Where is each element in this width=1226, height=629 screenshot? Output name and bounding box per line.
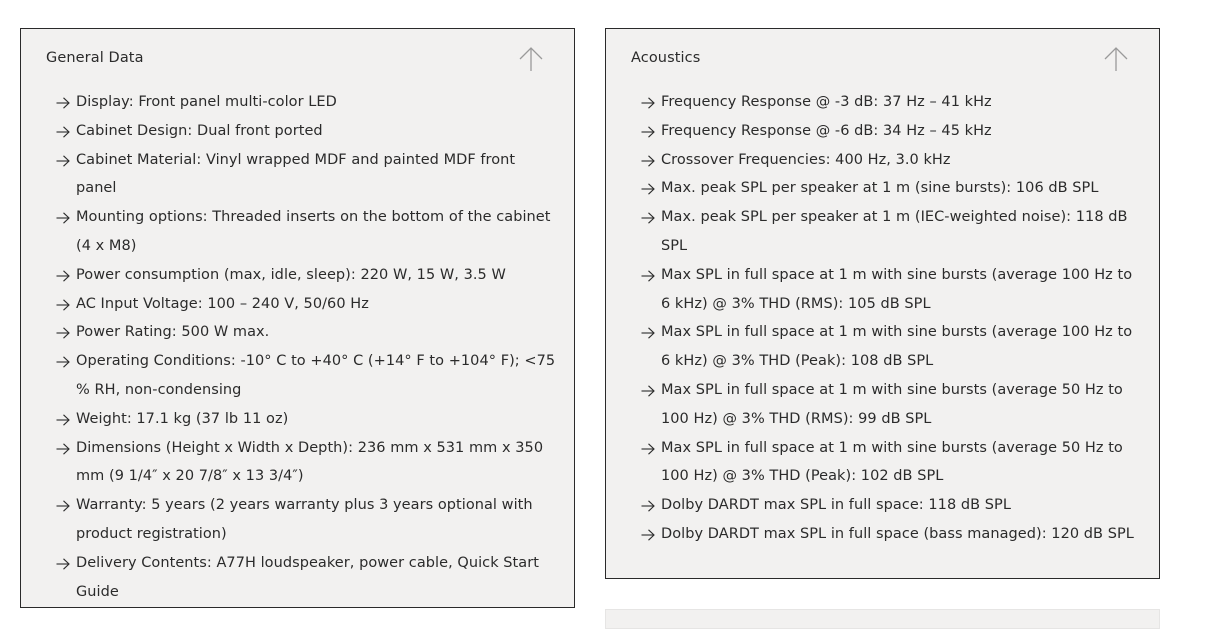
spec-item-text: Cabinet Design: Dual front ported (76, 122, 323, 139)
spec-item-text: Dimensions (Height x Width x Depth): 236 mm x 531 mm x 350 mm (9 1/4″ x 20 7/8″ x 13 3/4″) (76, 439, 544, 485)
spec-item-text: Max. peak SPL per speaker at 1 m (IEC-weighted noise): 118 dB SPL (661, 209, 1128, 254)
arrow-right-icon (641, 270, 655, 282)
spec-item-text: Power Rating: 500 W max. (76, 324, 270, 341)
arrow-right-icon (56, 443, 70, 455)
spec-item (641, 434, 1145, 492)
spec-item (56, 405, 560, 434)
spec-item-text: Max SPL in full space at 1 m with sine bursts (average 100 Hz to 6 kHz) @ 3% THD (RMS): 105 dB SPL (661, 266, 1133, 312)
acoustics-panel (605, 28, 1160, 579)
spec-item (56, 117, 560, 146)
spec-item-text: Max SPL in full space at 1 m with sine bursts (average 100 Hz to 6 kHz) @ 3% THD (Peak): 108 dB SPL (661, 324, 1133, 370)
arrow-right-icon (641, 385, 655, 397)
spec-item (56, 290, 560, 319)
spec-item (641, 318, 1145, 376)
arrow-up-icon (1101, 43, 1131, 73)
arrow-right-icon (641, 212, 655, 224)
spec-item-text: Weight: 17.1 kg (37 lb 11 oz) (76, 410, 289, 427)
spec-item-text: Delivery Contents: A77H loudspeaker, power cable, Quick Start Guide (76, 554, 539, 600)
acoustics-collapse-button[interactable] (1101, 43, 1131, 73)
arrow-right-icon (56, 270, 70, 282)
spec-item (641, 520, 1145, 549)
spec-item-text: Mounting options: Threaded inserts on the bottom of the cabinet (4 x M8) (76, 209, 551, 254)
spec-item (56, 549, 560, 607)
arrow-right-icon (56, 500, 70, 512)
arrow-right-icon (641, 126, 655, 138)
spec-item (641, 88, 1145, 117)
general-data-title: General Data (46, 50, 144, 66)
spec-item (641, 261, 1145, 319)
spec-item-text: Frequency Response @ -6 dB: 34 Hz – 45 kHz (661, 122, 992, 139)
arrow-right-icon (56, 97, 70, 109)
acoustics-list (641, 88, 1145, 549)
arrow-right-icon (56, 126, 70, 138)
spec-item (641, 491, 1145, 520)
general-data-panel (20, 28, 575, 608)
spec-item-text: Dolby DARDT max SPL in full space (bass managed): 120 dB SPL (661, 525, 1134, 542)
spec-item-text: Warranty: 5 years (2 years warranty plus 3 years optional with product registration) (76, 497, 533, 542)
arrow-up-icon (516, 43, 546, 73)
spec-item-text: Max. peak SPL per speaker at 1 m (sine bursts): 106 dB SPL (661, 180, 1099, 197)
arrow-right-icon (641, 327, 655, 339)
spec-item-text: Max SPL in full space at 1 m with sine bursts (average 50 Hz to 100 Hz) @ 3% THD (RMS): 99 dB SPL (661, 381, 1123, 427)
spec-item-text: Frequency Response @ -3 dB: 37 Hz – 41 kHz (661, 94, 992, 110)
spec-item (641, 203, 1145, 261)
spec-item (56, 146, 560, 204)
arrow-right-icon (641, 183, 655, 195)
general-data-list (56, 88, 560, 606)
spec-item (56, 434, 560, 492)
next-section-panel[interactable] (605, 609, 1160, 629)
spec-item (641, 174, 1145, 203)
spec-item-text: Crossover Frequencies: 400 Hz, 3.0 kHz (661, 151, 951, 168)
spec-item-text: Cabinet Material: Vinyl wrapped MDF and painted MDF front panel (76, 151, 516, 197)
spec-item-text: Max SPL in full space at 1 m with sine bursts (average 50 Hz to 100 Hz) @ 3% THD (Peak): 102 dB SPL (661, 439, 1123, 485)
acoustics-title: Acoustics (631, 50, 701, 66)
arrow-right-icon (56, 558, 70, 570)
spec-item (641, 117, 1145, 146)
arrow-right-icon (641, 155, 655, 167)
arrow-right-icon (641, 443, 655, 455)
arrow-right-icon (56, 299, 70, 311)
arrow-right-icon (641, 97, 655, 109)
spec-item-text: Power consumption (max, idle, sleep): 220 W, 15 W, 3.5 W (76, 266, 506, 283)
spec-item-text: Dolby DARDT max SPL in full space: 118 dB SPL (661, 497, 1011, 514)
general-data-collapse-button[interactable] (516, 43, 546, 73)
arrow-right-icon (56, 155, 70, 167)
spec-item-text: AC Input Voltage: 100 – 240 V, 50/60 Hz (76, 295, 369, 312)
arrow-right-icon (56, 356, 70, 368)
arrow-right-icon (641, 529, 655, 541)
arrow-right-icon (56, 212, 70, 224)
spec-item (56, 347, 560, 405)
arrow-right-icon (56, 327, 70, 339)
spec-item (56, 491, 560, 549)
spec-item-text: Operating Conditions: -10° C to +40° C (+14° F to +104° F); <75 % RH, non-condensing (76, 353, 556, 398)
spec-item (56, 261, 560, 290)
spec-item (56, 318, 560, 347)
spec-item (641, 146, 1145, 175)
spec-item (641, 376, 1145, 434)
arrow-right-icon (56, 414, 70, 426)
spec-item (56, 88, 560, 117)
spec-item (56, 203, 560, 261)
spec-item-text: Display: Front panel multi-color LED (76, 94, 337, 110)
arrow-right-icon (641, 500, 655, 512)
